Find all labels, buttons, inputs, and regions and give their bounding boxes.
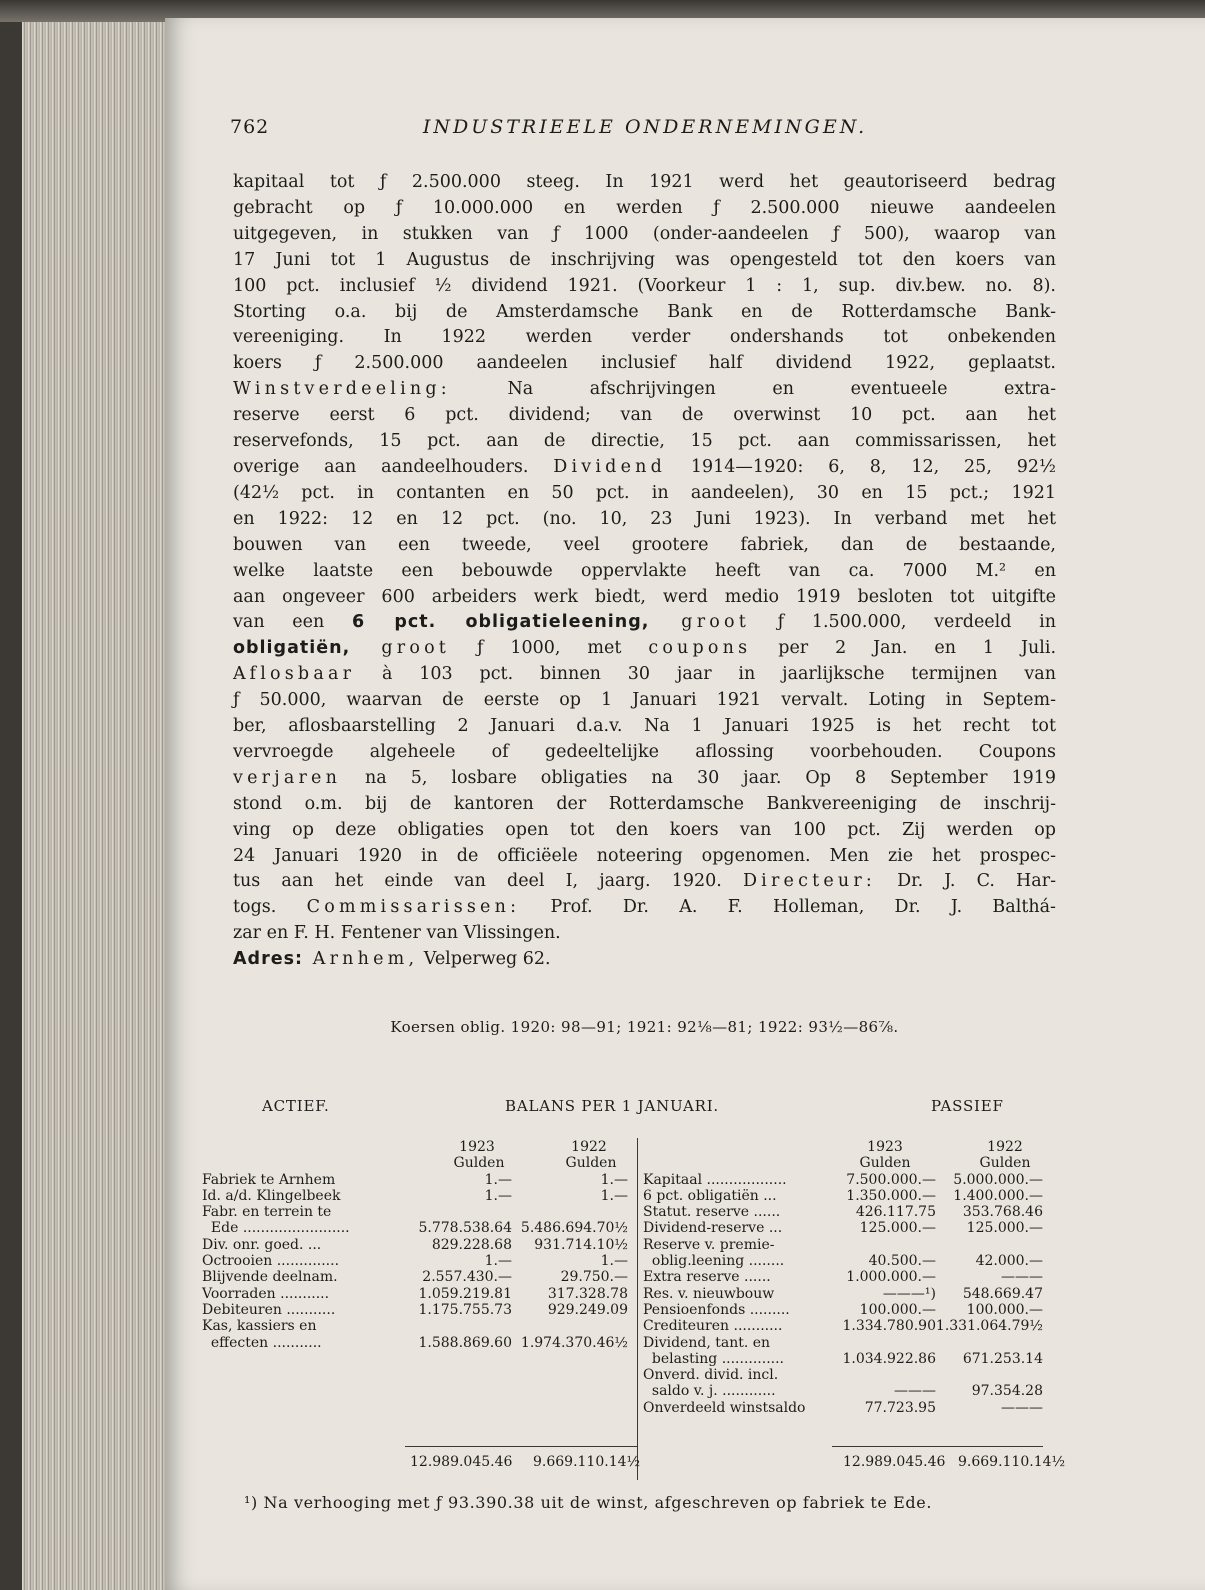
table-row [643,1400,1043,1416]
liabilities-total-1922: 9.669.110.14½ [958,1454,1066,1470]
value-1923: 1.175.755.73 [418,1301,512,1318]
text-line: stond o.m. bij de kantoren der Rotterdamsche Bankvereeniging de inschrij- [233,793,1056,814]
value-1922: 1.974.370.46½ [520,1334,628,1351]
value-1923: 5.778.538.64 [418,1220,512,1237]
text-line: (42½ pct. in contanten en 50 pct. in aandeelen), 30 en 15 pct.; 1921 [233,482,1056,503]
liabilities-total-rule [832,1446,1043,1447]
value-1922: 317.328.78 [547,1285,628,1302]
row-label: Extra reserve ...... [643,1269,771,1286]
balance-title: BALANS PER 1 JANUARI. [505,1097,720,1115]
value-1923: 7.500.000.— [846,1171,936,1188]
text-line: 100 pct. inclusief ½ dividend 1921. (Voorkeur 1 : 1, sup. div.bew. no. 8). [233,275,1056,296]
value-1923: 1.350.000.— [846,1187,936,1204]
table-row [643,1367,1043,1383]
table-row [643,1172,1043,1188]
row-label: Onverd. divid. incl. [643,1367,779,1384]
value-1923: 1.334.780.90 [842,1318,936,1335]
value-1922: ——— [1001,1269,1043,1286]
column-year-1923: 1923 [459,1139,495,1155]
column-unit: Gulden [565,1155,617,1172]
bond-loan-heading: 6 pct. obligatieleening, [351,612,650,633]
address-city: Arnhem, [302,949,419,970]
address-street: Velperweg 62. [418,949,551,970]
text-line: verjaren na 5, losbare obligaties na 30 jaar. Op 8 September 1919 [233,767,1056,788]
column-unit: Gulden [979,1155,1031,1172]
value-1922: 1.— [600,1187,628,1204]
bond-prices: Koersen oblig. 1920: 98—91; 1921: 92⅛—81; 1922: 93½—86⅞. [390,1018,899,1036]
text-line: Aflosbaar à 103 pct. binnen 30 jaar in jaarlijksche termijnen van [233,664,1056,685]
value-1922: 100.000.— [966,1301,1043,1318]
value-1923: 100.000.— [859,1301,936,1318]
row-label: Res. v. nieuwbouw [643,1285,775,1302]
row-label: Blijvende deelnam. [202,1269,338,1286]
table-row [643,1188,1043,1204]
table-row [643,1269,1043,1285]
assets-table [202,1139,632,1351]
text-line: 24 Januari 1920 in de officiëele noteering opgenomen. Men zie het prospec- [233,845,1056,866]
text-line: 17 Juni tot 1 Augustus de inschrijving was opengesteld tot den koers van [233,249,1056,270]
value-1923: 1.000.000.— [846,1269,936,1286]
row-label: Ede ........................ [202,1220,350,1237]
balance-liabilities-heading: PASSIEF [931,1097,1004,1115]
value-1922: 97.354.28 [971,1383,1043,1400]
value-1922: 353.768.46 [962,1204,1043,1221]
text-line: togs. Commissarissen: Prof. Dr. A. F. Holleman, Dr. J. Balthá- [233,897,1056,918]
balance-column-divider [637,1138,638,1480]
table-row [202,1335,632,1351]
table-row [202,1172,632,1188]
table-row [643,1286,1043,1302]
table-row [643,1237,1043,1253]
text-line: bouwen van een tweede, veel grootere fabriek, dan de bestaande, [233,534,1056,555]
row-label: saldo v. j. ............ [643,1383,776,1400]
table-header-row [202,1139,632,1155]
value-1922: 42.000.— [975,1253,1043,1270]
table-row [643,1220,1043,1236]
text-line: vereeniging. In 1922 werden verder ondershands tot onbekenden [233,327,1056,348]
section-label-winstverdeeling: Winstverdeeling: [233,379,451,400]
value-1923: 1.— [484,1171,512,1188]
table-header-row [643,1155,1043,1171]
text-line: aan ongeveer 600 arbeiders werk biedt, werd medio 1919 besloten tot uitgifte [233,586,1056,607]
section-label-directeur: Directeur: [742,871,877,892]
value-1923: 1.059.219.81 [418,1285,512,1302]
row-label: Fabriek te Arnhem [202,1171,336,1188]
text-line: van een 6 pct. obligatieleening, groot ƒ 1.500.000, verdeeld in [233,612,1057,633]
table-row [202,1204,632,1220]
value-1922: 1.— [600,1171,628,1188]
row-label: Onverdeeld winstsaldo [643,1399,806,1416]
page-number: 762 [230,116,270,138]
value-1923: 1.— [484,1187,512,1204]
value-1923: 1.034.922.86 [842,1350,936,1367]
row-label: Octrooien .............. [202,1253,340,1270]
row-label: Crediteuren ........... [643,1318,783,1335]
row-label: effecten ........... [202,1334,322,1351]
column-year-1923: 1923 [867,1139,903,1155]
value-1922: 671.253.14 [962,1350,1043,1367]
table-row [202,1269,632,1285]
value-1923: 1.588.869.60 [418,1334,512,1351]
value-1923: ———¹) [882,1285,936,1302]
value-1922: 929.249.09 [547,1301,628,1318]
section-label-commissarissen: Commissarissen: [306,897,521,918]
row-label: Div. onr. goed. ... [202,1236,322,1253]
value-1923: 77.723.95 [864,1399,936,1416]
text-line: overige aan aandeelhouders. Dividend 1914—1920: 6, 8, 12, 25, 92½ [233,456,1056,477]
liabilities-table [643,1139,1043,1416]
company-description [233,170,1056,973]
liabilities-total-1923: 12.989.045.46 [843,1454,946,1470]
row-label: 6 pct. obligatiën ... [643,1187,777,1204]
row-label: Reserve v. premie- [643,1236,775,1253]
text-line: en 1922: 12 en 12 pct. (no. 10, 23 Juni 1923). In verband met het [233,508,1056,529]
table-row [643,1335,1043,1351]
section-label-aflosbaar: Aflosbaar [233,664,356,685]
row-label: Id. a/d. Klingelbeek [202,1187,341,1204]
page-header [230,116,1060,146]
text-line: kapitaal tot ƒ 2.500.000 steeg. In 1921 werd het geautoriseerd bedrag [233,172,1056,192]
address-label: Adres: [233,949,303,970]
table-row [643,1302,1043,1318]
value-1923: 2.557.430.— [422,1269,512,1286]
text-line: ving op deze obligaties open tot den koers van 100 pct. Zij werden op [233,819,1056,840]
value-1923: 40.500.— [868,1253,936,1270]
text-line: koers ƒ 2.500.000 aandeelen inclusief half dividend 1922, geplaatst. [233,353,1056,374]
table-row [202,1286,632,1302]
footnote: ¹) Na verhooging met ƒ 93.390.38 uit de winst, afgeschreven op fabriek te Ede. [244,1493,933,1512]
value-1922: 5.000.000.— [953,1171,1043,1188]
text-line: uitgegeven, in stukken van ƒ 1000 (onder-aandeelen ƒ 500), waarop van [233,223,1056,244]
value-1922: 1.— [600,1253,628,1270]
column-year-1922: 1922 [987,1139,1023,1155]
value-1922: ——— [1001,1399,1043,1416]
value-1922: 125.000.— [966,1220,1043,1237]
text-line: vervroegde algeheele of gedeeltelijke aflossing voorbehouden. Coupons [233,741,1056,762]
table-row [202,1318,632,1334]
value-1922: 29.750.— [560,1269,628,1286]
row-label: Dividend-reserve ... [643,1220,783,1237]
text-line: gebracht op ƒ 10.000.000 en werden ƒ 2.500.000 nieuwe aandeelen [233,197,1056,218]
table-row [643,1318,1043,1334]
text-line: ƒ 50.000, waarvan de eerste op 1 Januari 1921 vervalt. Loting in Septem- [233,690,1056,711]
row-label: Dividend, tant. en [643,1334,771,1351]
table-row [643,1383,1043,1399]
row-label: oblig.leening ........ [643,1253,785,1270]
column-unit: Gulden [453,1155,505,1172]
text-line: reservefonds, 15 pct. aan de directie, 15 pct. aan commissarissen, het [233,431,1056,452]
column-year-1922: 1922 [571,1139,607,1155]
assets-total-1923: 12.989.045.46 [410,1454,513,1470]
table-row [202,1188,632,1204]
row-label: Debiteuren ........... [202,1301,336,1318]
row-label: Pensioenfonds ......... [643,1301,790,1318]
row-label: Statut. reserve ...... [643,1204,781,1221]
table-header-row [202,1155,632,1171]
text-line: Storting o.a. bij de Amsterdamsche Bank en de Rotterdamsche Bank- [233,301,1056,322]
text-line: tus aan het einde van deel I, jaarg. 1920. Directeur: Dr. J. C. Har- [233,871,1057,892]
table-row [643,1253,1043,1269]
value-1923: 125.000.— [859,1220,936,1237]
address-line [233,947,1056,973]
table-row [643,1204,1043,1220]
value-1923: ——— [894,1383,936,1400]
column-unit: Gulden [859,1155,911,1172]
running-title: INDUSTRIEELE ONDERNEMINGEN. [422,116,868,138]
table-row [202,1220,632,1236]
value-1922: 1.331.064.79½ [935,1318,1043,1335]
text-line: welke laatste een bebouwde oppervlakte heeft van ca. 7000 M.² en [233,560,1056,581]
table-row [202,1253,632,1269]
assets-total-rule [405,1446,637,1447]
text-line: ber, aflosbaarstelling 2 Januari d.a.v. Na 1 Januari 1925 is het recht tot [233,716,1056,737]
book-spine-shadow [0,0,22,1590]
balance-assets-heading: ACTIEF. [262,1097,330,1115]
row-label: Kas, kassiers en [202,1318,317,1335]
row-label: Voorraden ........... [202,1285,330,1302]
table-row [202,1302,632,1318]
assets-total-1922: 9.669.110.14½ [533,1454,641,1470]
value-1923: 829.228.68 [431,1236,512,1253]
row-label: belasting .............. [643,1350,784,1367]
text-line: obligatiën, groot ƒ 1000, met coupons per 2 Jan. en 1 Juli. [233,638,1057,659]
book-page-edges [0,0,170,1590]
section-label-verjaren: verjaren [233,767,342,788]
obligations-heading: obligatiën, [233,638,351,659]
table-row [643,1351,1043,1367]
value-1922: 5.486.694.70½ [520,1220,628,1237]
text-line: zar en F. H. Fentener van Vlissingen. [233,923,561,944]
row-label: Fabr. en terrein te [202,1204,332,1221]
value-1923: 426.117.75 [855,1204,936,1221]
section-label-dividend: Dividend [553,456,666,477]
value-1922: 931.714.10½ [534,1236,628,1253]
row-label: Kapitaal .................. [643,1171,787,1188]
table-row [202,1237,632,1253]
value-1922: 1.400.000.— [953,1187,1043,1204]
value-1923: 1.— [484,1253,512,1270]
value-1922: 548.669.47 [962,1285,1043,1302]
text-line: Winstverdeeling: Na afschrijvingen en eventueele extra- [233,379,1056,400]
text-line: reserve eerst 6 pct. dividend; van de overwinst 10 pct. aan het [233,405,1056,426]
table-header-row [643,1139,1043,1155]
